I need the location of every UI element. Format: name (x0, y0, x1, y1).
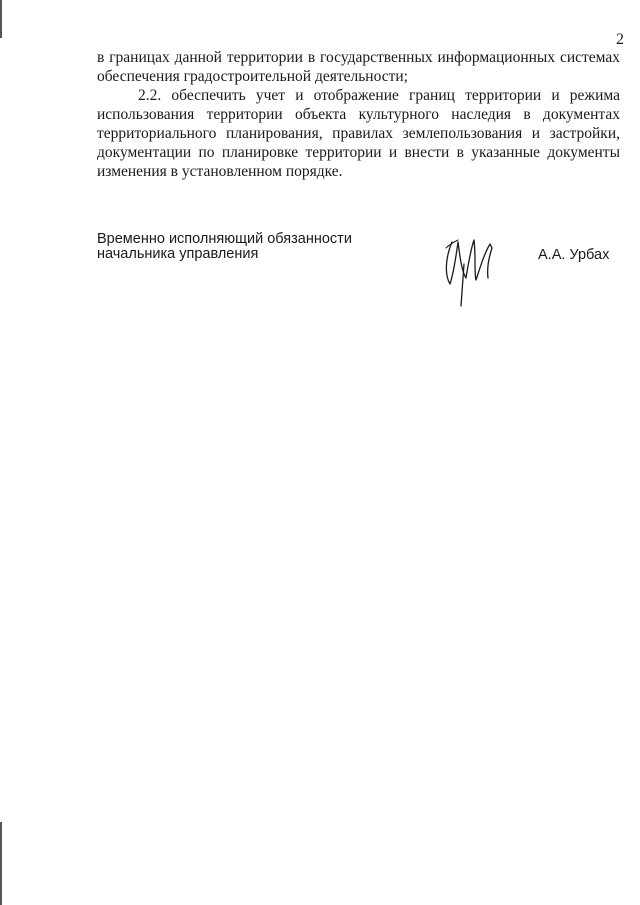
paragraph-continuation: в границах данной территории в государственных информационных системах обеспечения градостроительной деятельности; (97, 49, 620, 85)
scan-edge-mark-top (0, 0, 2, 38)
scan-edge-mark-bottom (0, 822, 2, 905)
paragraph-2-2: 2.2. обеспечить учет и отображение границ территории и режима использования территории объекта культурного наследия в документах территориального планирования, правилах землепользования и застройки, документации по планировке территории и внести в указанные документы изменения в установленном порядке. (97, 87, 620, 180)
body-text (97, 48, 620, 181)
signatory-name: А.А. Урбах (538, 247, 610, 263)
signatory-title-line-1: Временно исполняющий обязанности (97, 231, 352, 247)
signatory-title (97, 232, 352, 262)
page-number: 2 (616, 31, 624, 48)
signatory-title-line-2: начальника управления (97, 246, 259, 262)
signature-icon (440, 228, 500, 308)
